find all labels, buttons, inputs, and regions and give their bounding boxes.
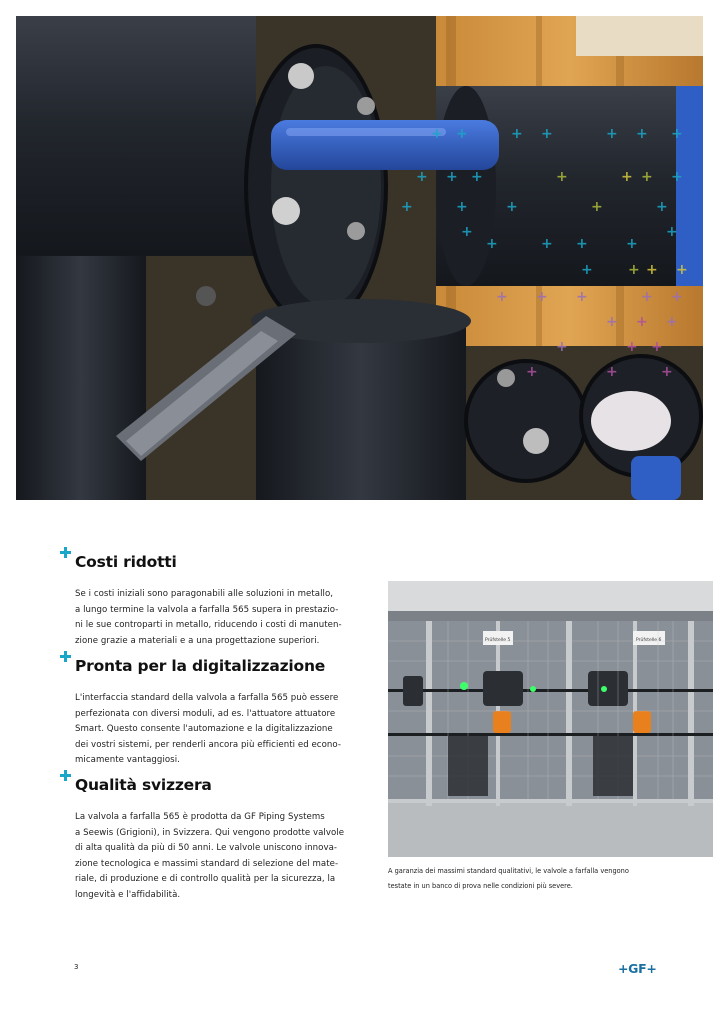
body-line: di alta qualità da più di 50 anni. Le valvole uniscono innova- — [75, 843, 338, 854]
sign-label-right: Prüfstelle 6 — [636, 638, 662, 643]
body-line: a Seewis (Grigioni), in Svizzera. Qui vengono prodotte valvole — [75, 827, 345, 838]
svg-text:+: + — [416, 169, 428, 185]
caption-line: A garanzia dei massimi standard qualitativi, le valvole a farfalla vengono — [388, 867, 629, 875]
svg-text:+: + — [541, 236, 553, 252]
section-title: Pronta per la digitalizzazione — [75, 657, 326, 675]
photo-caption — [388, 864, 708, 894]
svg-text:+: + — [661, 364, 673, 380]
svg-text:+: + — [606, 126, 618, 142]
svg-text:+: + — [651, 339, 663, 355]
svg-text:+: + — [676, 262, 688, 278]
body-line: La valvola a farfalla 565 è prodotta da GF Piping Systems — [75, 812, 325, 822]
section-body — [75, 691, 343, 769]
svg-text:+: + — [456, 199, 468, 215]
svg-text:+: + — [496, 289, 508, 305]
svg-text:+: + — [666, 314, 678, 330]
body-line: dei vostri sistemi, per renderli ancora più efficienti ed econo- — [75, 739, 342, 750]
section-body — [75, 587, 343, 649]
caption-line: testate in un banco di prova nelle condizioni più severe. — [388, 882, 573, 890]
svg-text:+: + — [636, 314, 648, 330]
svg-text:+: + — [576, 289, 588, 305]
body-line: perfezionata con diversi moduli, ad es. l'attuatore attuatore — [75, 708, 336, 719]
svg-text:+: + — [526, 364, 538, 380]
section-digitalizzazione — [60, 657, 360, 769]
svg-text:+: + — [671, 126, 683, 142]
body-line: zione tecnologica e massimi standard di selezione del mate- — [75, 858, 339, 869]
svg-text:+: + — [626, 236, 638, 252]
svg-text:+: + — [641, 289, 653, 305]
svg-text:+: + — [641, 169, 653, 185]
svg-text:+: + — [511, 126, 523, 142]
svg-text:+: + — [556, 339, 568, 355]
valve-illustration — [16, 16, 703, 500]
svg-text:+: + — [461, 224, 473, 240]
body-line: riale, di produzione e di controllo qualità per la sicurezza, la — [75, 874, 336, 885]
svg-text:+: + — [506, 199, 518, 215]
plus-icon — [60, 547, 71, 558]
svg-text:+: + — [431, 126, 443, 142]
plus-icon — [60, 770, 71, 781]
section-qualita-svizzera — [60, 776, 360, 904]
svg-text:+: + — [591, 199, 603, 215]
body-line: zione grazie a materiali e a una progettazione superiori. — [75, 635, 320, 646]
hero-valve-photo — [16, 16, 703, 500]
body-line: Smart. Questo consente l'automazione e la digitalizzazione — [75, 724, 333, 735]
svg-text:+: + — [471, 169, 483, 185]
section-title: Qualità svizzera — [75, 776, 212, 794]
svg-text:+: + — [576, 236, 588, 252]
svg-text:+: + — [581, 262, 593, 278]
svg-text:+: + — [536, 289, 548, 305]
gf-logo: +GF+ — [618, 961, 657, 976]
svg-text:+: + — [671, 289, 683, 305]
svg-text:+: + — [541, 126, 553, 142]
test-bench-illustration — [388, 581, 713, 857]
body-line: micamente vantaggiosi. — [75, 755, 180, 766]
svg-text:+: + — [671, 169, 683, 185]
svg-text:+: + — [401, 199, 413, 215]
svg-text:+: + — [646, 262, 658, 278]
plus-icon — [60, 651, 71, 662]
svg-text:+: + — [556, 169, 568, 185]
section-costi-ridotti — [60, 553, 360, 649]
svg-text:+: + — [636, 126, 648, 142]
body-line: longevità e l'affidabilità. — [75, 889, 181, 900]
svg-text:+: + — [606, 364, 618, 380]
svg-text:+: + — [626, 339, 638, 355]
svg-text:+: + — [628, 262, 640, 278]
section-body — [75, 810, 343, 904]
body-line: a lungo termine la valvola a farfalla 565 supera in prestazio- — [75, 604, 339, 615]
svg-text:+: + — [621, 169, 633, 185]
svg-text:+: + — [486, 236, 498, 252]
sign-label-left: Prüfstelle 5 — [485, 638, 511, 643]
test-bench-photo — [388, 581, 713, 857]
svg-text:+: + — [656, 199, 668, 215]
svg-text:+: + — [456, 126, 468, 142]
page-number: 3 — [74, 963, 79, 971]
section-title: Costi ridotti — [75, 553, 177, 571]
svg-text:+: + — [666, 224, 678, 240]
svg-text:+: + — [446, 169, 458, 185]
svg-text:+: + — [606, 314, 618, 330]
body-line: L'interfaccia standard della valvola a farfalla 565 può essere — [75, 693, 339, 703]
body-line: ni le sue controparti in metallo, riducendo i costi di manuten- — [75, 620, 342, 631]
body-line: Se i costi iniziali sono paragonabili alle soluzioni in metallo, — [75, 589, 334, 599]
